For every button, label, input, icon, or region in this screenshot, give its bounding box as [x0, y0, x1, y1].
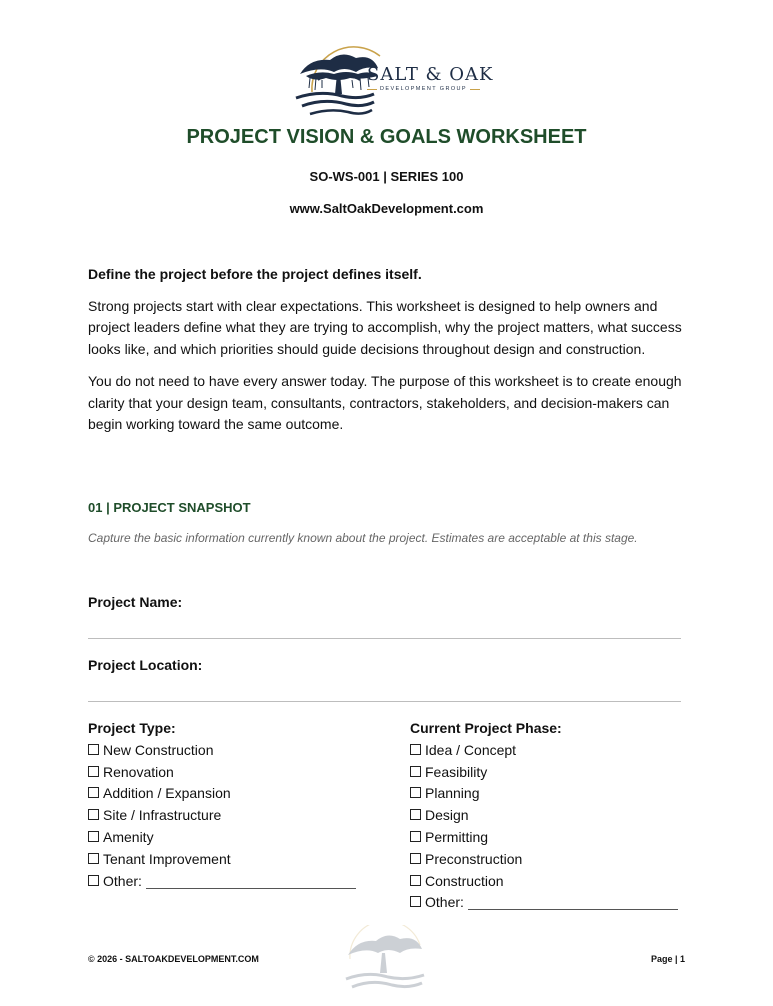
checkbox-icon[interactable] [410, 787, 421, 798]
option-label: Permitting [425, 828, 489, 845]
checkbox-icon[interactable] [410, 853, 421, 864]
website-link[interactable]: www.SaltOakDevelopment.com [289, 201, 484, 216]
project-type-other[interactable] [88, 871, 356, 893]
checkbox-icon[interactable] [410, 831, 421, 842]
project-phase-option[interactable] [410, 740, 678, 762]
project-type-option[interactable] [88, 827, 356, 849]
project-phase-option[interactable] [410, 849, 678, 871]
option-label: Site / Infrastructure [103, 807, 222, 824]
checkbox-icon[interactable] [88, 875, 99, 886]
logo-name: SALT & OAK [367, 64, 494, 85]
checkbox-icon[interactable] [88, 744, 99, 755]
option-label: Renovation [103, 763, 174, 780]
project-type-group [88, 718, 356, 892]
checkbox-icon[interactable] [88, 831, 99, 842]
option-label: Design [425, 807, 469, 824]
project-phase-group [410, 718, 678, 914]
checkbox-icon[interactable] [410, 744, 421, 755]
intro-lead: Define the project before the project defines itself. [88, 266, 422, 282]
section-heading: 01 | PROJECT SNAPSHOT [88, 500, 251, 515]
project-type-option[interactable] [88, 783, 356, 805]
project-type-label: Project Type: [88, 720, 176, 736]
checkbox-icon[interactable] [410, 766, 421, 777]
option-label: Construction [425, 872, 504, 889]
project-location-field[interactable] [88, 701, 681, 702]
checkbox-icon[interactable] [88, 787, 99, 798]
intro-paragraph-1: Strong projects start with clear expectations. This worksheet is designed to help owners and project leaders define what they are trying to accomplish, why the project matters, what success looks like, and which priorities should guide decisions throughout design and construction. [88, 297, 682, 358]
project-type-option[interactable] [88, 740, 356, 762]
checkbox-icon[interactable] [88, 766, 99, 777]
checkbox-icon[interactable] [410, 875, 421, 886]
checkbox-icon[interactable] [88, 809, 99, 820]
option-label: Planning [425, 785, 480, 802]
page-title: PROJECT VISION & GOALS WORKSHEET [186, 126, 587, 148]
logo-wordmark [367, 64, 494, 92]
option-label: Addition / Expansion [103, 785, 231, 802]
tree-watermark-icon [340, 925, 430, 1000]
project-type-option[interactable] [88, 762, 356, 784]
project-type-option[interactable] [88, 805, 356, 827]
option-label: Feasibility [425, 763, 488, 780]
checkbox-icon[interactable] [88, 853, 99, 864]
logo-subtitle-text: DEVELOPMENT GROUP [380, 86, 467, 92]
logo-subtitle [367, 86, 494, 92]
footer-copyright: © 2026 - SALTOAKDEVELOPMENT.COM [88, 954, 259, 964]
option-label: Other: [425, 894, 464, 911]
project-type-other-field[interactable] [146, 874, 356, 889]
project-phase-option[interactable] [410, 783, 678, 805]
project-name-field[interactable] [88, 638, 681, 639]
project-type-option[interactable] [88, 849, 356, 871]
footer-page-number: Page | 1 [650, 954, 685, 964]
project-phase-other-field[interactable] [468, 895, 678, 910]
option-label: Idea / Concept [425, 741, 517, 758]
document-code: SO-WS-001 | SERIES 100 [309, 169, 464, 184]
option-label: Amenity [103, 828, 154, 845]
checkbox-icon[interactable] [410, 809, 421, 820]
project-phase-option[interactable] [410, 827, 678, 849]
option-label: Preconstruction [425, 850, 523, 867]
section-note: Capture the basic information currently known about the project. Estimates are acceptable at this stage. [88, 531, 638, 545]
option-label: Other: [103, 872, 142, 889]
project-location-label: Project Location: [88, 657, 203, 673]
project-phase-option[interactable] [410, 805, 678, 827]
project-phase-other[interactable] [410, 892, 678, 914]
option-label: New Construction [103, 741, 214, 758]
intro-paragraph-2: You do not need to have every answer today. The purpose of this worksheet is to create enough clarity that your design team, consultants, contractors, stakeholders, and decision-makers can begin working toward the same outcome. [88, 372, 682, 433]
project-phase-option[interactable] [410, 871, 678, 893]
project-phase-option[interactable] [410, 762, 678, 784]
checkbox-icon[interactable] [410, 896, 421, 907]
option-label: Tenant Improvement [103, 850, 231, 867]
intro-section [88, 264, 692, 446]
project-phase-label: Current Project Phase: [410, 720, 562, 736]
project-name-label: Project Name: [88, 594, 183, 610]
